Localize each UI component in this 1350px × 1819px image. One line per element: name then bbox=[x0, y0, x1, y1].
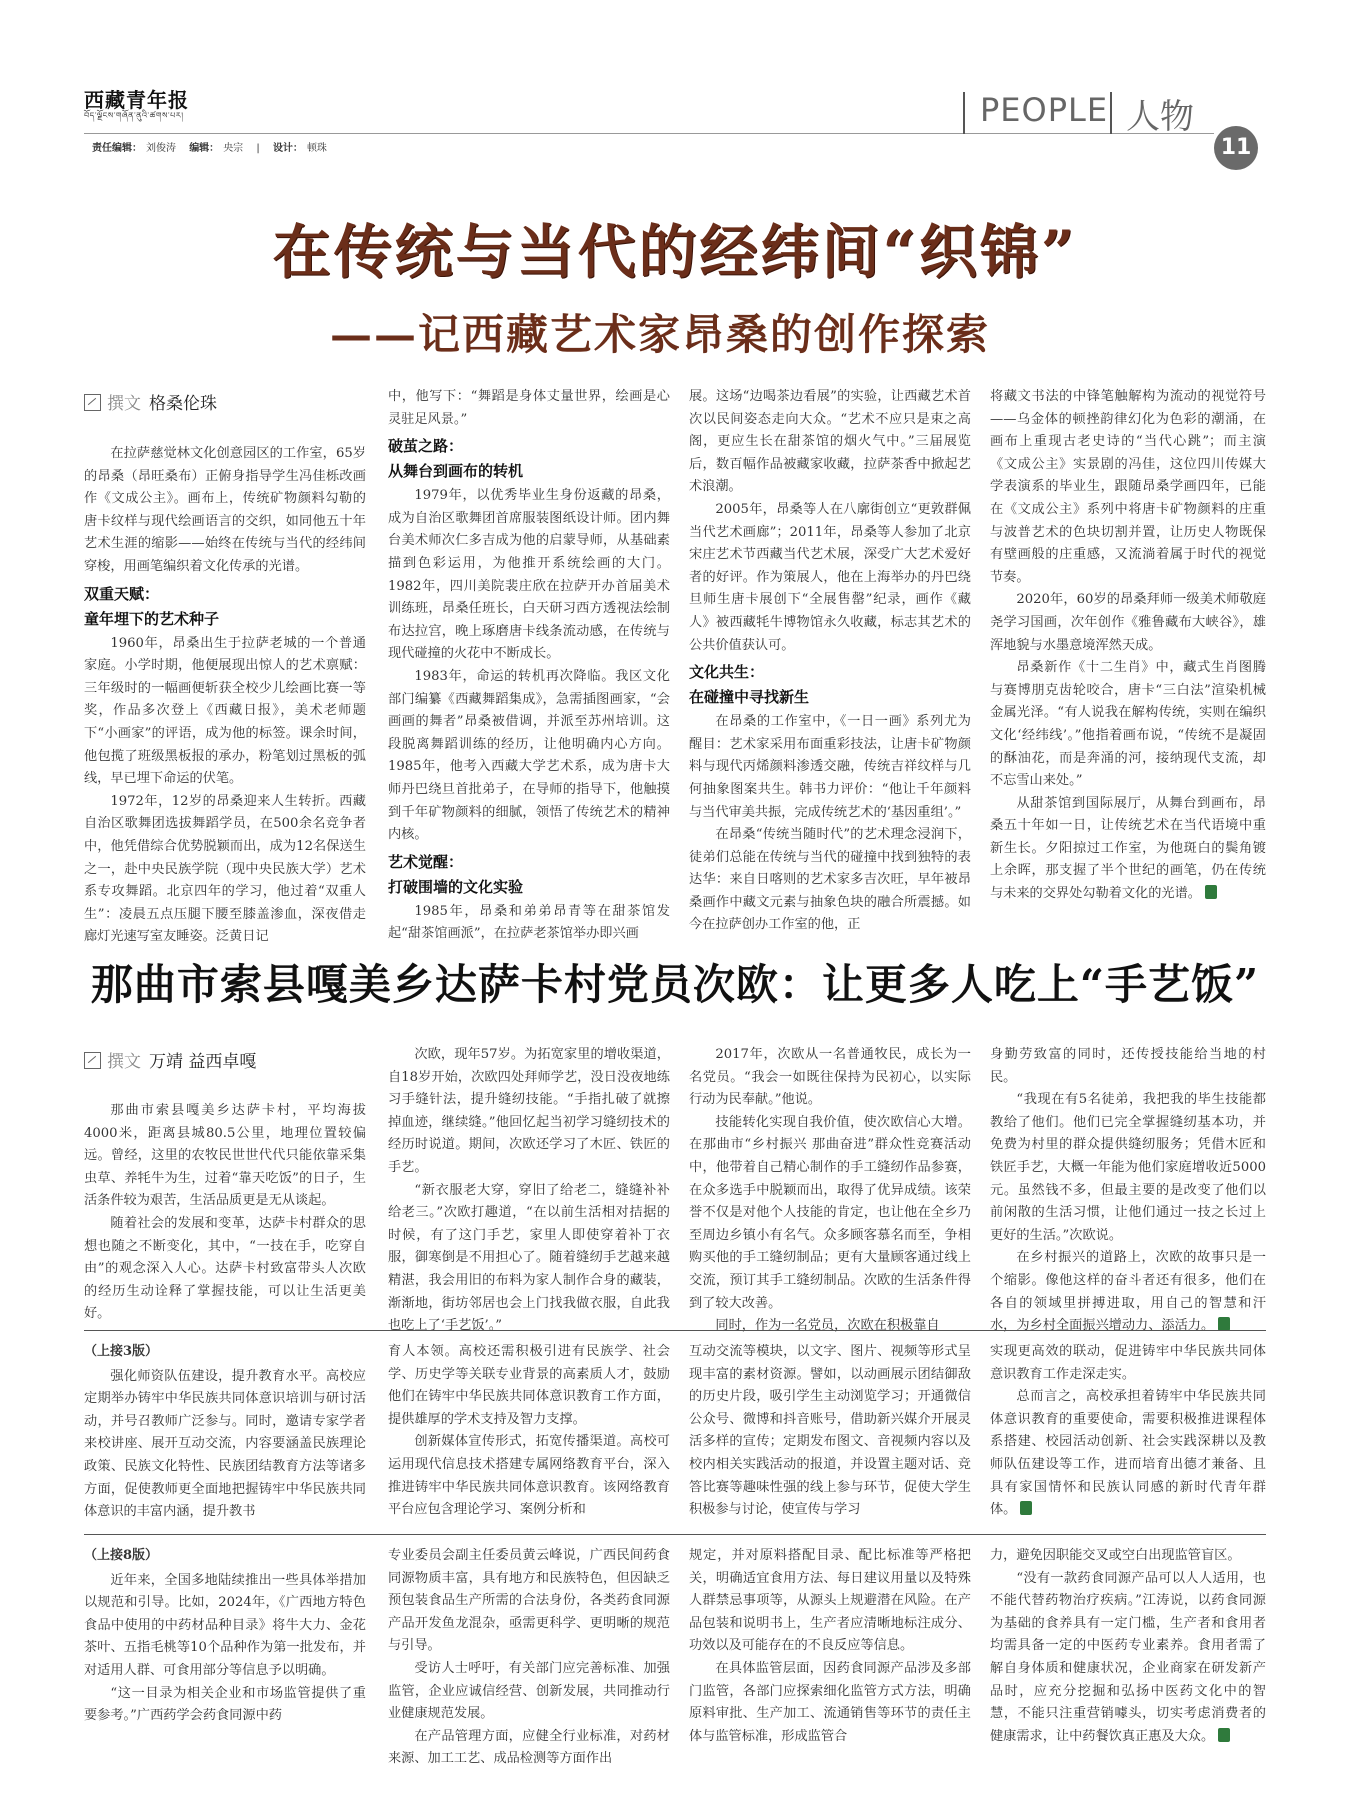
masthead-tibetan: བོད་ལྗོངས་གཞོན་ནུའི་ཚགས་པར། bbox=[84, 111, 184, 120]
paragraph: 昂桑新作《十二生肖》中，藏式生肖图腾与赛博朋克齿轮咬合，唐卡“三白法”渲染机械金属光泽。“有人说我在解构传统，实则在编织文化‘经纬线’。”他指着画布说，“传统不是凝固的酥油花，而是奔涌的河，接纳现代支流，却不忘雪山来处。” bbox=[990, 660, 1266, 789]
cont3-column-2 bbox=[388, 1341, 670, 1522]
section-divider bbox=[1110, 92, 1112, 134]
paragraph-text: “没有一款药食同源产品可以人人适用，也不能代替药物治疗疾病。”江涛说，以药食同源为基础的食养具有一定门槛，生产者和食用者均需具备一定的中医药专业素养。食用者需了解自身体质和健康状况，企业商家在研发新产品时，应充分挖掘和弘扬中医药文化中的智慧，不能只注重营销噱头，切实考虑消费者的健康需求，让中药餐饮真正惠及大众。 bbox=[990, 1570, 1266, 1744]
paragraph: 强化师资队伍建设，提升教育水平。高校应定期举办铸牢中华民族共同体意识培训与研讨活动，并号召教师广泛参与。同时，邀请专家学者来校讲座、展开互动交流，内容要涵盖民族理论政策、民族文化特性、民族团结教育方法等诸多方面，促使教师更全面地把握铸牢中华民族共同体意识的丰富内涵，提升教书 bbox=[84, 1368, 366, 1520]
header-rule bbox=[84, 133, 1214, 134]
article2-column-4 bbox=[990, 1044, 1266, 1338]
section-label-cn: 人物 bbox=[1126, 97, 1194, 137]
designer-label: 设计： bbox=[272, 143, 303, 154]
article1-column-2 bbox=[388, 386, 670, 946]
paragraph-text: 在乡村振兴的道路上，次欧的故事只是一个缩影。像他这样的奋斗者还有很多，他们在各自的领域里拼搏进取，用自己的智慧和汗水，为乡村全面振兴增动力、添活力。 bbox=[990, 1250, 1266, 1334]
cont8-column-2 bbox=[388, 1545, 670, 1771]
section-heading: 童年埋下的艺术种子 bbox=[84, 609, 220, 628]
author-name: 万靖 益西卓嘎 bbox=[149, 1052, 257, 1072]
designer-name: 顿珠 bbox=[306, 143, 327, 154]
section-heading: 打破围墙的文化实验 bbox=[388, 877, 524, 896]
paragraph bbox=[990, 1247, 1266, 1337]
article1-title: 在传统与当代的经纬间“织锦” bbox=[272, 218, 1078, 286]
continuation-tag: （上接3版） bbox=[84, 1344, 159, 1359]
paragraph: 育人本领。高校还需积极引进有民族学、社会学、历史学等关联专业背景的高素质人才，鼓励他们在铸牢中华民族共同体意识教育工作方面，提供雄厚的学术支持及智力支撑。 bbox=[388, 1344, 670, 1427]
cont3-column-4 bbox=[990, 1341, 1266, 1522]
article1-byline bbox=[84, 389, 217, 414]
masthead: 西藏青年报 bbox=[84, 88, 189, 112]
paragraph: 专业委员会副主任委员黄云峰说，广西民间药食同源物质丰富，具有地方和民族特色，但因缺乏预包装食品生产所需的合法身份，各类药食同源产品开发鱼龙混杂，亟需更科学、更明晰的规范与引导。 bbox=[388, 1548, 670, 1654]
paragraph: 1983年，命运的转机再次降临。我区文化部门编纂《西藏舞蹈集成》，急需插图画家，“会画画的舞者”昂桑被借调，并派至苏州培训。这段脱离舞蹈训练的经历，让他明确内心方向。1985年，他考入西藏大学艺术系，成为唐卡大师丹巴绕旦首批弟子，在导师的指导下，他触摸到千年矿物颜料的细腻，领悟了传统艺术的精神内核。 bbox=[388, 668, 670, 843]
section-heading: 艺术觉醒： bbox=[388, 852, 464, 871]
paragraph: 近年来，全国多地陆续推出一些具体举措加以规范和引导。比如，2024年，《广西地方特色食品中使用的中药材品种目录》将牛大力、金花茶叶、五指毛桃等10个品种作为第一批发布，并对适用人群、可食用部分等信息予以明确。 bbox=[84, 1572, 366, 1678]
cont3-column-1 bbox=[84, 1341, 366, 1524]
paragraph: “我现在有5名徒弟，我把我的毕生技能都教给了他们。他们已完全掌握缝纫基本功，并免费为村里的群众提供缝纫服务；凭借木匠和铁匠手艺，大概一年能为他们家庭增收近5000元。虽然钱不多，但最主要的是改变了他们以前闲散的生活习惯，让他们通过一技之长过上更好的生活。”次欧说。 bbox=[990, 1092, 1266, 1243]
paragraph: 规定，并对原料搭配目录、配比标准等严格把关，明确适宜食用方法、每日建议用量以及特殊人群禁忌事项等，从源头上规避潜在风险。在产品包装和说明书上，生产者应清晰地标注成分、功效以及可能存在的不良反应等信息。 bbox=[689, 1548, 971, 1654]
paragraph: 中，他写下：“舞蹈是身体丈量世界，绘画是心灵驻足风景。” bbox=[388, 389, 670, 427]
continuation-tag: （上接8版） bbox=[84, 1548, 159, 1563]
article1-column-4 bbox=[990, 386, 1266, 906]
article2-title: 那曲市索县嘎美乡达萨卡村党员次欧：让更多人吃上“手艺饭” bbox=[90, 960, 1260, 1009]
author-name: 格桑伦珠 bbox=[149, 394, 217, 414]
paragraph bbox=[990, 793, 1266, 906]
paragraph: 2005年，昂桑等人在八廓街创立“更敦群佩当代艺术画廊”；2011年，昂桑等人参加了北京宋庄艺术节西藏当代艺术展，深受广大艺术爱好者的好评。作为策展人，他在上海举办的丹巴绕旦师生唐卡展创下“全展售罄”纪录，画作《藏人》被西藏牦牛博物馆永久收藏，标志其艺术的公共价值获认可。 bbox=[689, 501, 971, 653]
paragraph: “这一目录为相关企业和市场监管提供了重要参考。”广西药学会药食同源中药 bbox=[84, 1685, 366, 1724]
pen-icon bbox=[84, 394, 101, 411]
pen-icon bbox=[84, 1052, 101, 1069]
end-mark-icon bbox=[1205, 885, 1217, 899]
paragraph: 力，避免因职能交叉或空白出现监管盲区。 bbox=[990, 1548, 1241, 1563]
paragraph: 1960年，昂桑出生于拉萨老城的一个普通家庭。小学时期，他便展现出惊人的艺术禀赋：三年级时的一幅画便斩获全校少儿绘画比赛一等奖，作品多次登上《西藏日报》，美术老师题下“小画家”的评语，成为他的标签。课余时间，他包揽了班级黑板报的承办，粉笔划过黑板的弧线，早已埋下命运的伏笔。 bbox=[84, 635, 366, 787]
paragraph-text: 总而言之，高校承担着铸牢中华民族共同体意识教育的重要使命，需要积极推进课程体系搭建、校园活动创新、社会实践深耕以及教师队伍建设等工作，进而培育出德才兼备、且具有家国情怀和民族认同感的新时代青年群体。 bbox=[990, 1389, 1266, 1518]
cont8-column-4 bbox=[990, 1545, 1266, 1748]
editor2-label: 编辑： bbox=[189, 143, 220, 154]
section-heading: 从舞台到画布的转机 bbox=[388, 462, 524, 481]
paragraph: 同时，作为一名党员，次欧在积极靠自 bbox=[715, 1318, 940, 1334]
article2-byline bbox=[84, 1047, 256, 1072]
paragraph: 次欧，现年57岁。为拓宽家里的增收渠道，自18岁开始，次欧四处拜师学艺，没日没夜地练习手缝针法，提升缝纫技能。“手指扎破了就擦掉血迹，继续缝。”他回忆起当初学习缝纫技术的经历时说道。期间，次欧还学习了木匠、铁匠的手艺。 bbox=[388, 1047, 670, 1175]
paragraph: 2020年，60岁的昂桑拜师一级美术师敬庭尧学习国画，次年创作《雅鲁藏布大峡谷》，雄浑地貌与水墨意境浑然天成。 bbox=[990, 592, 1266, 653]
paragraph: 随着社会的发展和变革，达萨卡村群众的思想也随之不断变化，其中，“一技在手，吃穿自由”的观念深入人心。达萨卡村致富带头人次欧的经历生动诠释了掌握技能，可以让生活更美好。 bbox=[84, 1215, 366, 1322]
paragraph: 在产品管理方面，应健全行业标准，对药材来源、加工工艺、成品检测等方面作出 bbox=[388, 1728, 670, 1767]
editor2-name: 央宗 bbox=[223, 143, 244, 154]
section-heading: 文化共生： bbox=[689, 663, 765, 682]
article2-column-2 bbox=[388, 1044, 670, 1338]
paragraph: 在昂桑“传统当随时代”的艺术理念浸润下，徒弟们总能在传统与当代的碰撞中找到独特的表达华：来自日喀则的艺术家多吉次旺，早年被昂桑画作中藏文元素与抽象色块的融合所震撼。如今在拉萨创办工作室的他，正 bbox=[689, 827, 971, 933]
paragraph: 1985年，昂桑和弟弟昂青等在甜茶馆发起“甜茶馆画派”，在拉萨老茶馆举办即兴画 bbox=[388, 903, 670, 942]
editor-label: 责任编辑： bbox=[92, 143, 142, 154]
paragraph bbox=[990, 1386, 1266, 1522]
cont8-column-1 bbox=[84, 1545, 366, 1728]
paragraph: 在拉萨慈觉林文化创意园区的工作室，65岁的昂桑（昂旺桑布）正俯身指导学生冯佳栎改画作《文成公主》。画布上，传统矿物颜料勾勒的唐卡纹样与现代绘画语言的交织，如同他五十年艺术生涯的缩影——始终在传统与当代的经纬间穿梭，用画笔编织着文化传承的光谱。 bbox=[84, 446, 366, 574]
end-mark-icon bbox=[1218, 1728, 1230, 1742]
article1-column-3 bbox=[689, 386, 971, 937]
article2-column-1 bbox=[84, 1100, 366, 1326]
paragraph: 身勤劳致富的同时，还传授技能给当地的村民。 bbox=[990, 1047, 1266, 1085]
article1-subtitle: ——记西藏艺术家昂桑的创作探索 bbox=[330, 310, 991, 359]
paragraph: 1972年，12岁的昂桑迎来人生转折。西藏自治区歌舞团选拔舞蹈学员，在500余名竞争者中，他凭借综合优势脱颖而出，成为12名保送生之一，赴中央民族学院（现中央民族大学）艺术系专攻舞蹈。北京四年的学习，他过着“双重人生”：凌晨五点压腿下腰至膝盖渗血，深夜借走廊灯光速写室友睡姿。泛黄日记 bbox=[84, 793, 366, 945]
byline-label: 撰文 bbox=[107, 1052, 141, 1072]
section-heading: 在碰撞中寻找新生 bbox=[689, 688, 810, 707]
paragraph: 将藏文书法的中锋笔触解构为流动的视觉符号——乌金体的顿挫韵律幻化为色彩的潮涌，在画布上重现古老史诗的“当代心跳”；而主演《文成公主》实景剧的冯佳，这位四川传媒大学表演系的毕业生，跟随昂桑学画四年，已能在《文成公主》系列中将唐卡矿物颜料的庄重与波普艺术的色块切割并置，让历史人物既保有壁画般的庄重感，又流淌着属于时代的视觉节奏。 bbox=[990, 389, 1266, 585]
paragraph: 那曲市索县嘎美乡达萨卡村，平均海拔4000米，距离县城80.5公里，地理位置较偏远。曾经，这里的农牧民世世代代只能依靠采集虫草、养牦牛为生，过着“靠天吃饭”的日子，生活条件较为艰苦，生活品质更是无从谈起。 bbox=[84, 1103, 366, 1209]
paragraph: 受访人士呼吁，有关部门应完善标准、加强监管，企业应诚信经营、创新发展，共同推动行业健康规范发展。 bbox=[388, 1660, 670, 1722]
section-heading: 双重天赋： bbox=[84, 584, 160, 603]
editor-credits bbox=[92, 139, 337, 154]
paragraph: 实现更高效的联动，促进铸牢中华民族共同体意识教育工作走深走实。 bbox=[990, 1344, 1266, 1382]
paragraph: 2017年，次欧从一名普通牧民，成长为一名党员。“我会一如既往保持为民初心，以实际行动为民奉献。”他说。 bbox=[689, 1047, 971, 1108]
paragraph: 1979年，以优秀毕业生身份返藏的昂桑，成为自治区歌舞团首席服装图纸设计师。团内舞台美术师次仁多吉成为他的启蒙导师，从基础素描到色彩运用，为他推开系统绘画的大门。1982年，四川美院裴庄欣在拉萨开办首届美术训练班，昂桑任班长，白天研习西方透视法绘制布达拉宫，晚上琢磨唐卡线条流动感，在传统与现代碰撞的火花中不断成长。 bbox=[388, 488, 670, 662]
section-heading: 破茧之路： bbox=[388, 437, 464, 456]
section-rule bbox=[84, 1330, 1266, 1331]
paragraph: 展。这场“边喝茶边看展”的实验，让西藏艺术首次以民间姿态走向大众。“艺术不应只是束之高阁，更应生长在甜茶馆的烟火气中。”三届展览后，数百幅作品被藏家收藏，拉萨茶香中掀起艺术浪潮。 bbox=[689, 389, 971, 495]
paragraph: “新衣服老大穿，穿旧了给老二，缝缝补补给老三。”次欧打趣道，“在以前生活相对拮据的时候，有了这门手艺，家里人即使穿着补丁衣服，御寒倒是不用担心了。随着缝纫手艺越来越精湛，我会用旧的布料为家人制作合身的藏装，渐渐地，街坊邻居也会上门找我做衣服，自此我也吃上了‘手艺饭’。” bbox=[388, 1182, 670, 1334]
editor-name: 刘俊涛 bbox=[146, 143, 176, 154]
article1-column-1 bbox=[84, 443, 366, 949]
section-rule bbox=[84, 1534, 1266, 1535]
article2-column-3 bbox=[689, 1044, 971, 1338]
cont8-column-3 bbox=[689, 1545, 971, 1748]
credit-divider: | bbox=[256, 143, 260, 154]
byline-label: 撰文 bbox=[107, 394, 141, 414]
paragraph bbox=[990, 1568, 1266, 1749]
page-number-badge: 11 bbox=[1214, 126, 1258, 170]
end-mark-icon bbox=[1020, 1501, 1032, 1515]
paragraph: 创新媒体宣传形式，拓宽传播渠道。高校可运用现代信息技术搭建专属网络教育平台，深入推进铸牢中华民族共同体意识教育。该网络教育平台应包含理论学习、案例分析和 bbox=[388, 1434, 670, 1518]
paragraph: 互动交流等模块，以文字、图片、视频等形式呈现丰富的素材资源。譬如，以动画展示团结御敌的历史片段，吸引学生主动浏览学习；开通微信公众号、微博和抖音账号，借助新兴媒介开展灵活多样的宣传；定期发布图文、音视频内容以及校内相关实践活动的报道，并设置主题对话、竞答比赛等趣味性强的线上参与环节，促使大学生积极参与讨论，使宣传与学习 bbox=[689, 1344, 971, 1518]
section-label-en: PEOPLE bbox=[980, 91, 1109, 129]
paragraph-text: 从甜茶馆到国际展厅，从舞台到画布，昂桑五十年如一日，让传统艺术在当代语境中重新生长。夕阳掠过工作室，为他斑白的鬓角镀上余晖，那支握了半个世纪的画笔，仍在传统与未来的交界处勾勒着文化的光谱。 bbox=[990, 795, 1266, 902]
paragraph: 技能转化实现自我价值，使次欧信心大增。在那曲市“乡村振兴 那曲奋进”群众性竞赛活动中，他带着自己精心制作的手工缝纫作品参赛，在众多选手中脱颖而出，取得了优异成绩。该荣誉不仅是对他个人技能的肯定，也让他在全乡乃至周边乡镇小有名气。众多顾客慕名而至，争相购买他的手工缝纫制品；更有大量顾客通过线上交流，预订其手工缝纫制品。次欧的生活条件得到了较大改善。 bbox=[689, 1114, 971, 1311]
paragraph: 在具体监管层面，因药食同源产品涉及多部门监管，各部门应探索细化监管方式方法，明确原料审批、生产加工、流通销售等环节的责任主体与监管标准，形成监管合 bbox=[689, 1660, 971, 1744]
section-divider bbox=[963, 92, 965, 134]
cont3-column-3 bbox=[689, 1341, 971, 1522]
paragraph: 在昂桑的工作室中，《一日一画》系列尤为醒目：艺术家采用布面重彩技法，让唐卡矿物颜料与现代丙烯颜料渗透交融，传统吉祥纹样与几何抽象图案共生。韩书力评价：“他让千年颜料与当代审美共振，完成传统艺术的‘基因重组’。” bbox=[689, 714, 971, 820]
